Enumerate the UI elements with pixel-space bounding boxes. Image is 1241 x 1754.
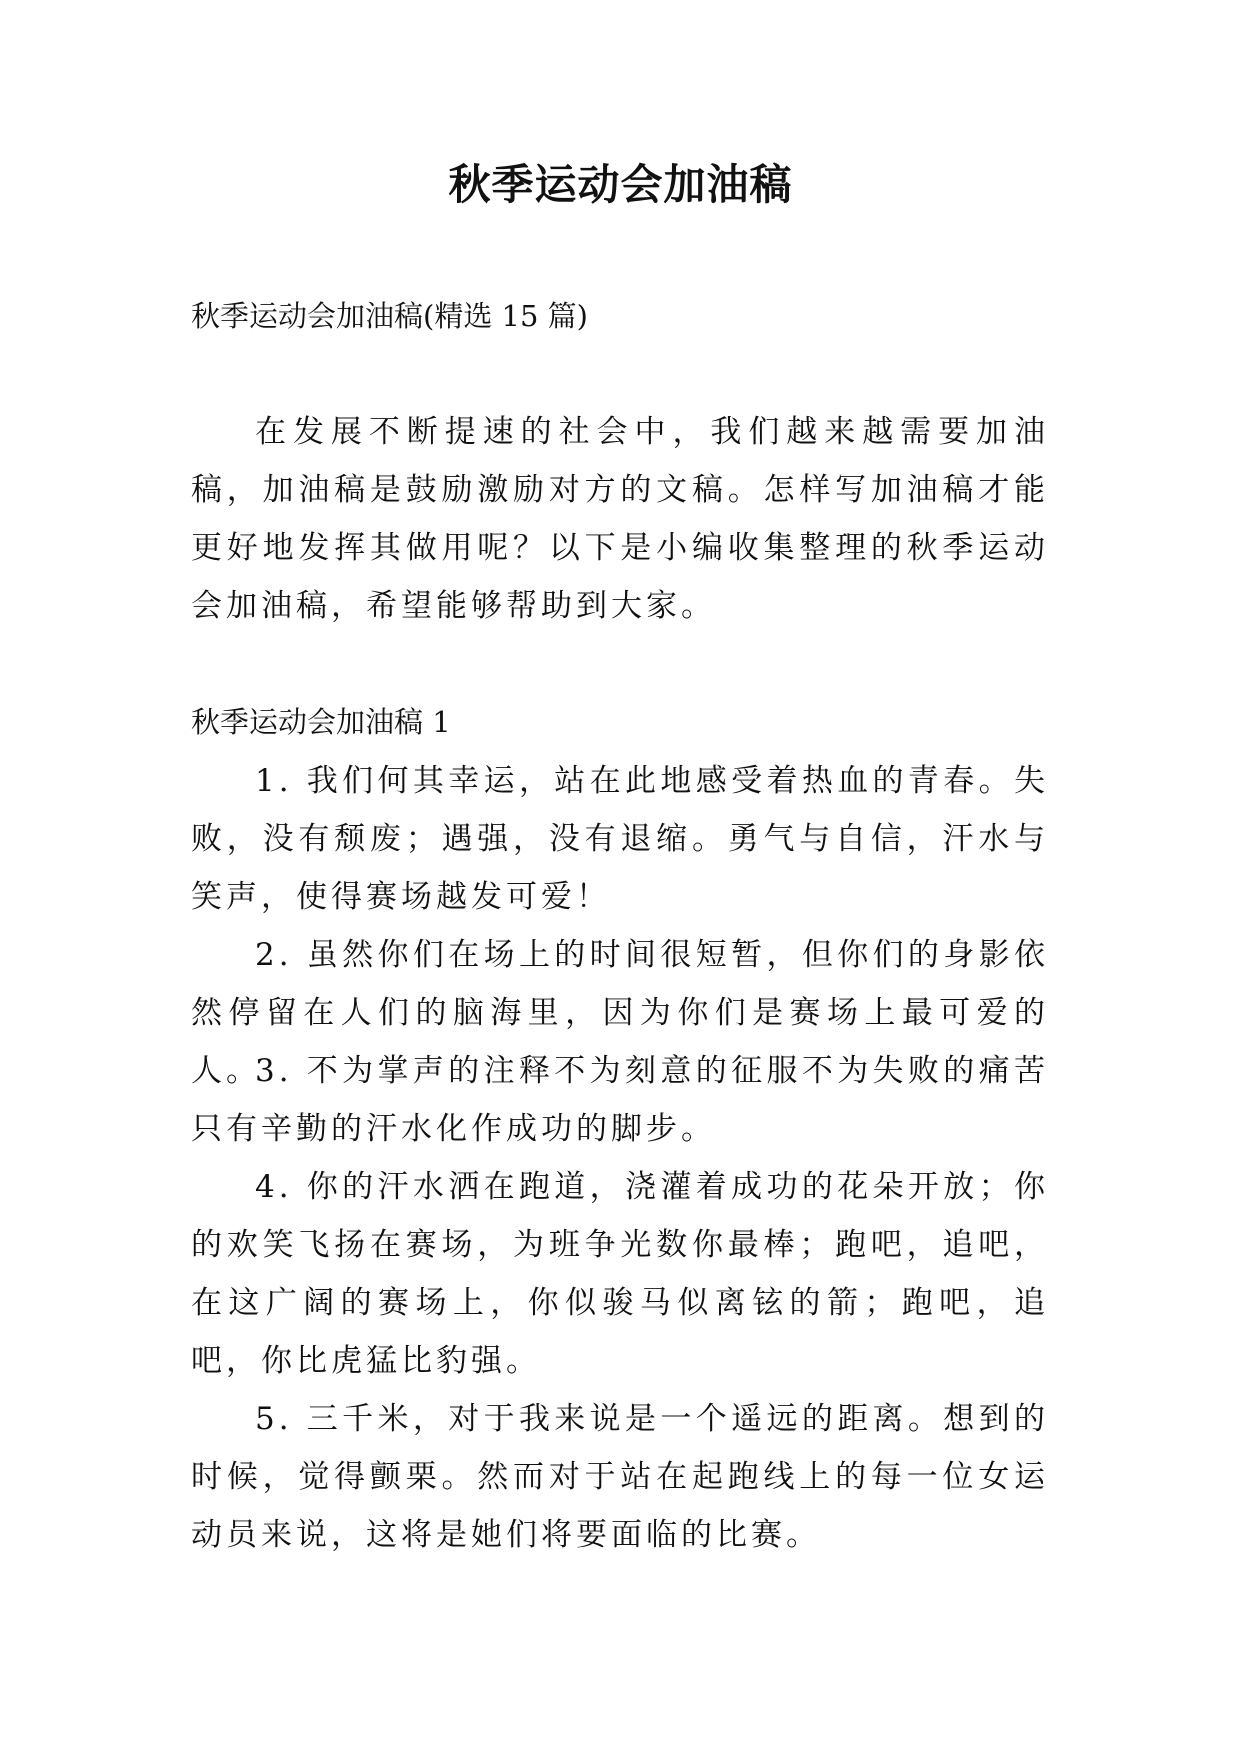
- list-item: 5. 三千米，对于我来说是一个遥远的距离。想到的时候，觉得颤栗。然而对于站在起跑线上的每一位女运动员来说，这将是她们将要面临的比赛。: [191, 1401, 1049, 1553]
- list-item: 4. 你的汗水洒在跑道，浇灌着成功的花朵开放；你的欢笑飞扬在赛场，为班争光数你最棒；跑吧，追吧，在这广阔的赛场上，你似骏马似离铉的箭；跑吧，追吧，你比虎猛比豹强。: [191, 1169, 1049, 1379]
- intro-paragraph: 在发展不断提速的社会中，我们越来越需要加油稿，加油稿是鼓励激励对方的文稿。怎样写加油稿才能更好地发挥其做用呢？以下是小编收集整理的秋季运动会加油稿，希望能够帮助到大家。: [191, 414, 1049, 624]
- document-title: 秋季运动会加油稿: [448, 160, 793, 209]
- list-item: 2. 虽然你们在场上的时间很短暂，但你们的身影依然停留在人们的脑海里，因为你们是赛场上最可爱的人。: [191, 937, 1049, 1089]
- list-item: 3. 不为掌声的注释不为刻意的征服不为失败的痛苦只有辛勤的汗水化作成功的脚步。: [191, 1053, 1049, 1147]
- list-item: 1. 我们何其幸运，站在此地感受着热血的青春。失败，没有颓废；遇强，没有退缩。勇气与自信，汗水与笑声，使得赛场越发可爱！: [191, 763, 1049, 915]
- document-subtitle: 秋季运动会加油稿(精选 15 篇): [191, 299, 588, 333]
- section-heading: 秋季运动会加油稿 1: [191, 705, 451, 739]
